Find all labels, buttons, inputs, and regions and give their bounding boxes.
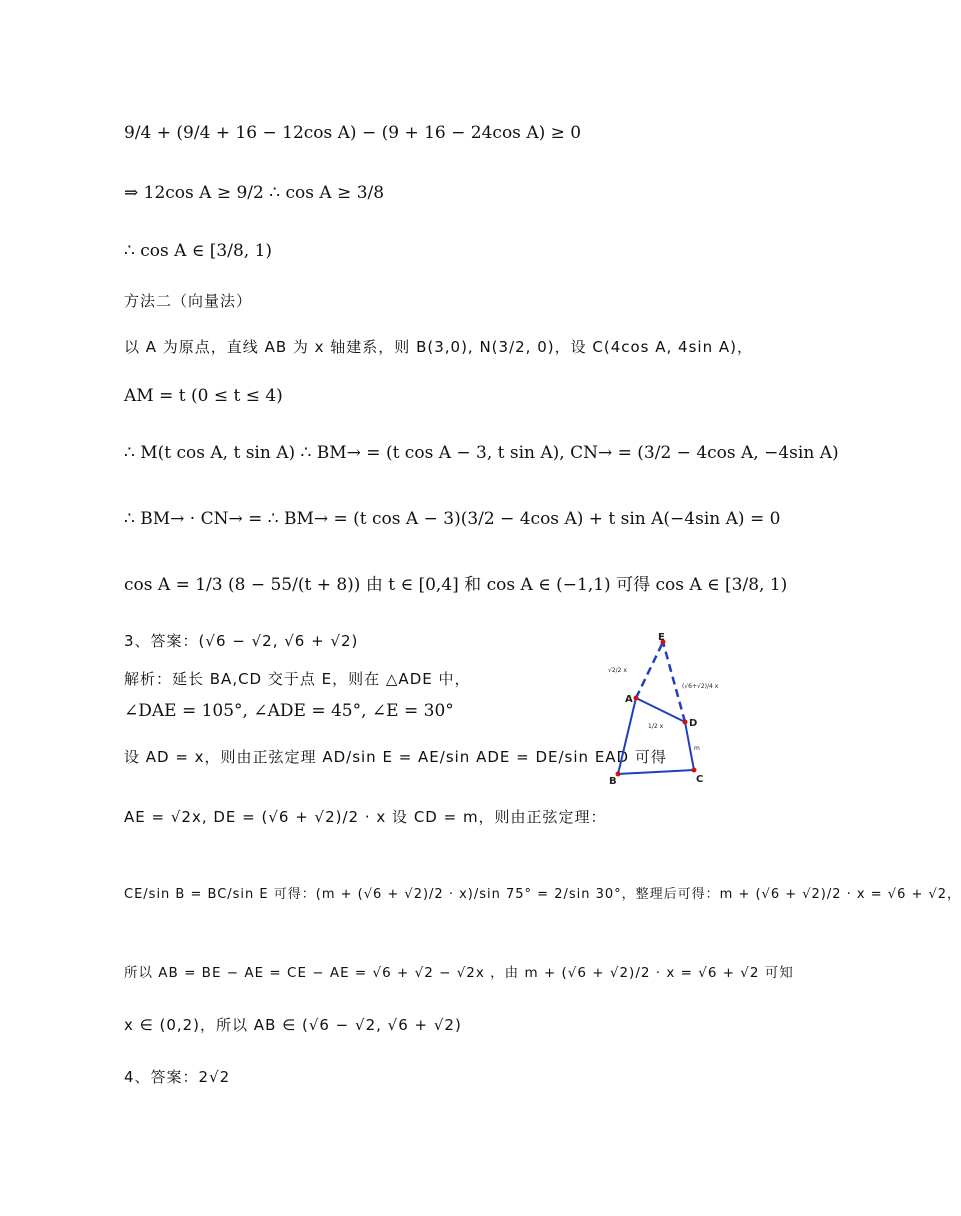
equation-line: AM = t (0 ≤ t ≤ 4)	[124, 386, 283, 406]
label-cd: m	[694, 745, 700, 752]
equation-line: ∴ cos A ∈ [3/8, 1)	[124, 241, 273, 261]
label-d: D	[689, 718, 698, 729]
label-ae: √2/2 x	[608, 667, 627, 674]
section-heading: 方法二（向量法）	[124, 292, 253, 310]
text-line: 解析：延长 BA,CD 交于点 E，则在 △ADE 中，	[124, 670, 471, 688]
label-a: A	[625, 694, 633, 705]
answer-line: 3、答案：(√6 − √2, √6 + √2)	[124, 632, 359, 650]
label-c: C	[696, 774, 704, 785]
segment-de-dashed	[663, 642, 685, 722]
label-e: E	[658, 632, 665, 643]
segment-bc	[618, 770, 694, 774]
equation-line: ∴ M(t cos A, t sin A) ∴ BM→ = (t cos A − 3, t sin A), CN→ = (3/2 − 4cos A, −4sin A)	[124, 443, 839, 463]
point-a	[634, 696, 639, 701]
segment-ad	[636, 698, 685, 722]
triangle-figure	[608, 630, 748, 790]
equation-line: 9/4 + (9/4 + 16 − 12cos A) − (9 + 16 − 24cos A) ≥ 0	[124, 123, 582, 143]
text-line: CE/sin B = BC/sin E 可得：(m + (√6 + √2)/2 · x)/sin 75° = 2/sin 30°，整理后可得：m + (√6 + √2)/2 · x = √6 + √2，	[124, 887, 961, 902]
text-line: x ∈ (0,2)，所以 AB ∈ (√6 − √2, √6 + √2)	[124, 1016, 462, 1034]
segment-cd	[685, 722, 694, 770]
text-line: 以 A 为原点，直线 AB 为 x 轴建系，则 B(3,0), N(3/2, 0)，设 C(4cos A, 4sin A)，	[124, 338, 753, 356]
equation-line: ∠DAE = 105°, ∠ADE = 45°, ∠E = 30°	[124, 701, 454, 721]
label-b: B	[609, 776, 617, 787]
point-c	[692, 768, 697, 773]
text-line: 所以 AB = BE − AE = CE − AE = √6 + √2 − √2x ，由 m + (√6 + √2)/2 · x = √6 + √2 可知	[124, 965, 794, 981]
label-ad: 1/2 x	[648, 723, 664, 730]
equation-line: ⇒ 12cos A ≥ 9/2 ∴ cos A ≥ 3/8	[124, 183, 385, 203]
segment-ba	[618, 698, 636, 774]
equation-line: cos A = 1/3 (8 − 55/(t + 8)) 由 t ∈ [0,4] 和 cos A ∈ (−1,1) 可得 cos A ∈ [3/8, 1)	[124, 575, 788, 595]
equation-line: ∴ BM→ · CN→ = ∴ BM→ = (t cos A − 3)(3/2 − 4cos A) + t sin A(−4sin A) = 0	[124, 509, 781, 529]
segment-ae-dashed	[636, 642, 663, 698]
text-line: AE = √2x, DE = (√6 + √2)/2 · x 设 CD = m，则由正弦定理：	[124, 808, 607, 826]
text-line: 设 AD = x，则由正弦定理 AD/sin E = AE/sin ADE = DE/sin EAD 可得	[124, 748, 667, 766]
answer-line: 4、答案：2√2	[124, 1068, 231, 1086]
label-de: (√6+√2)/4 x	[682, 683, 719, 690]
point-d	[683, 720, 688, 725]
